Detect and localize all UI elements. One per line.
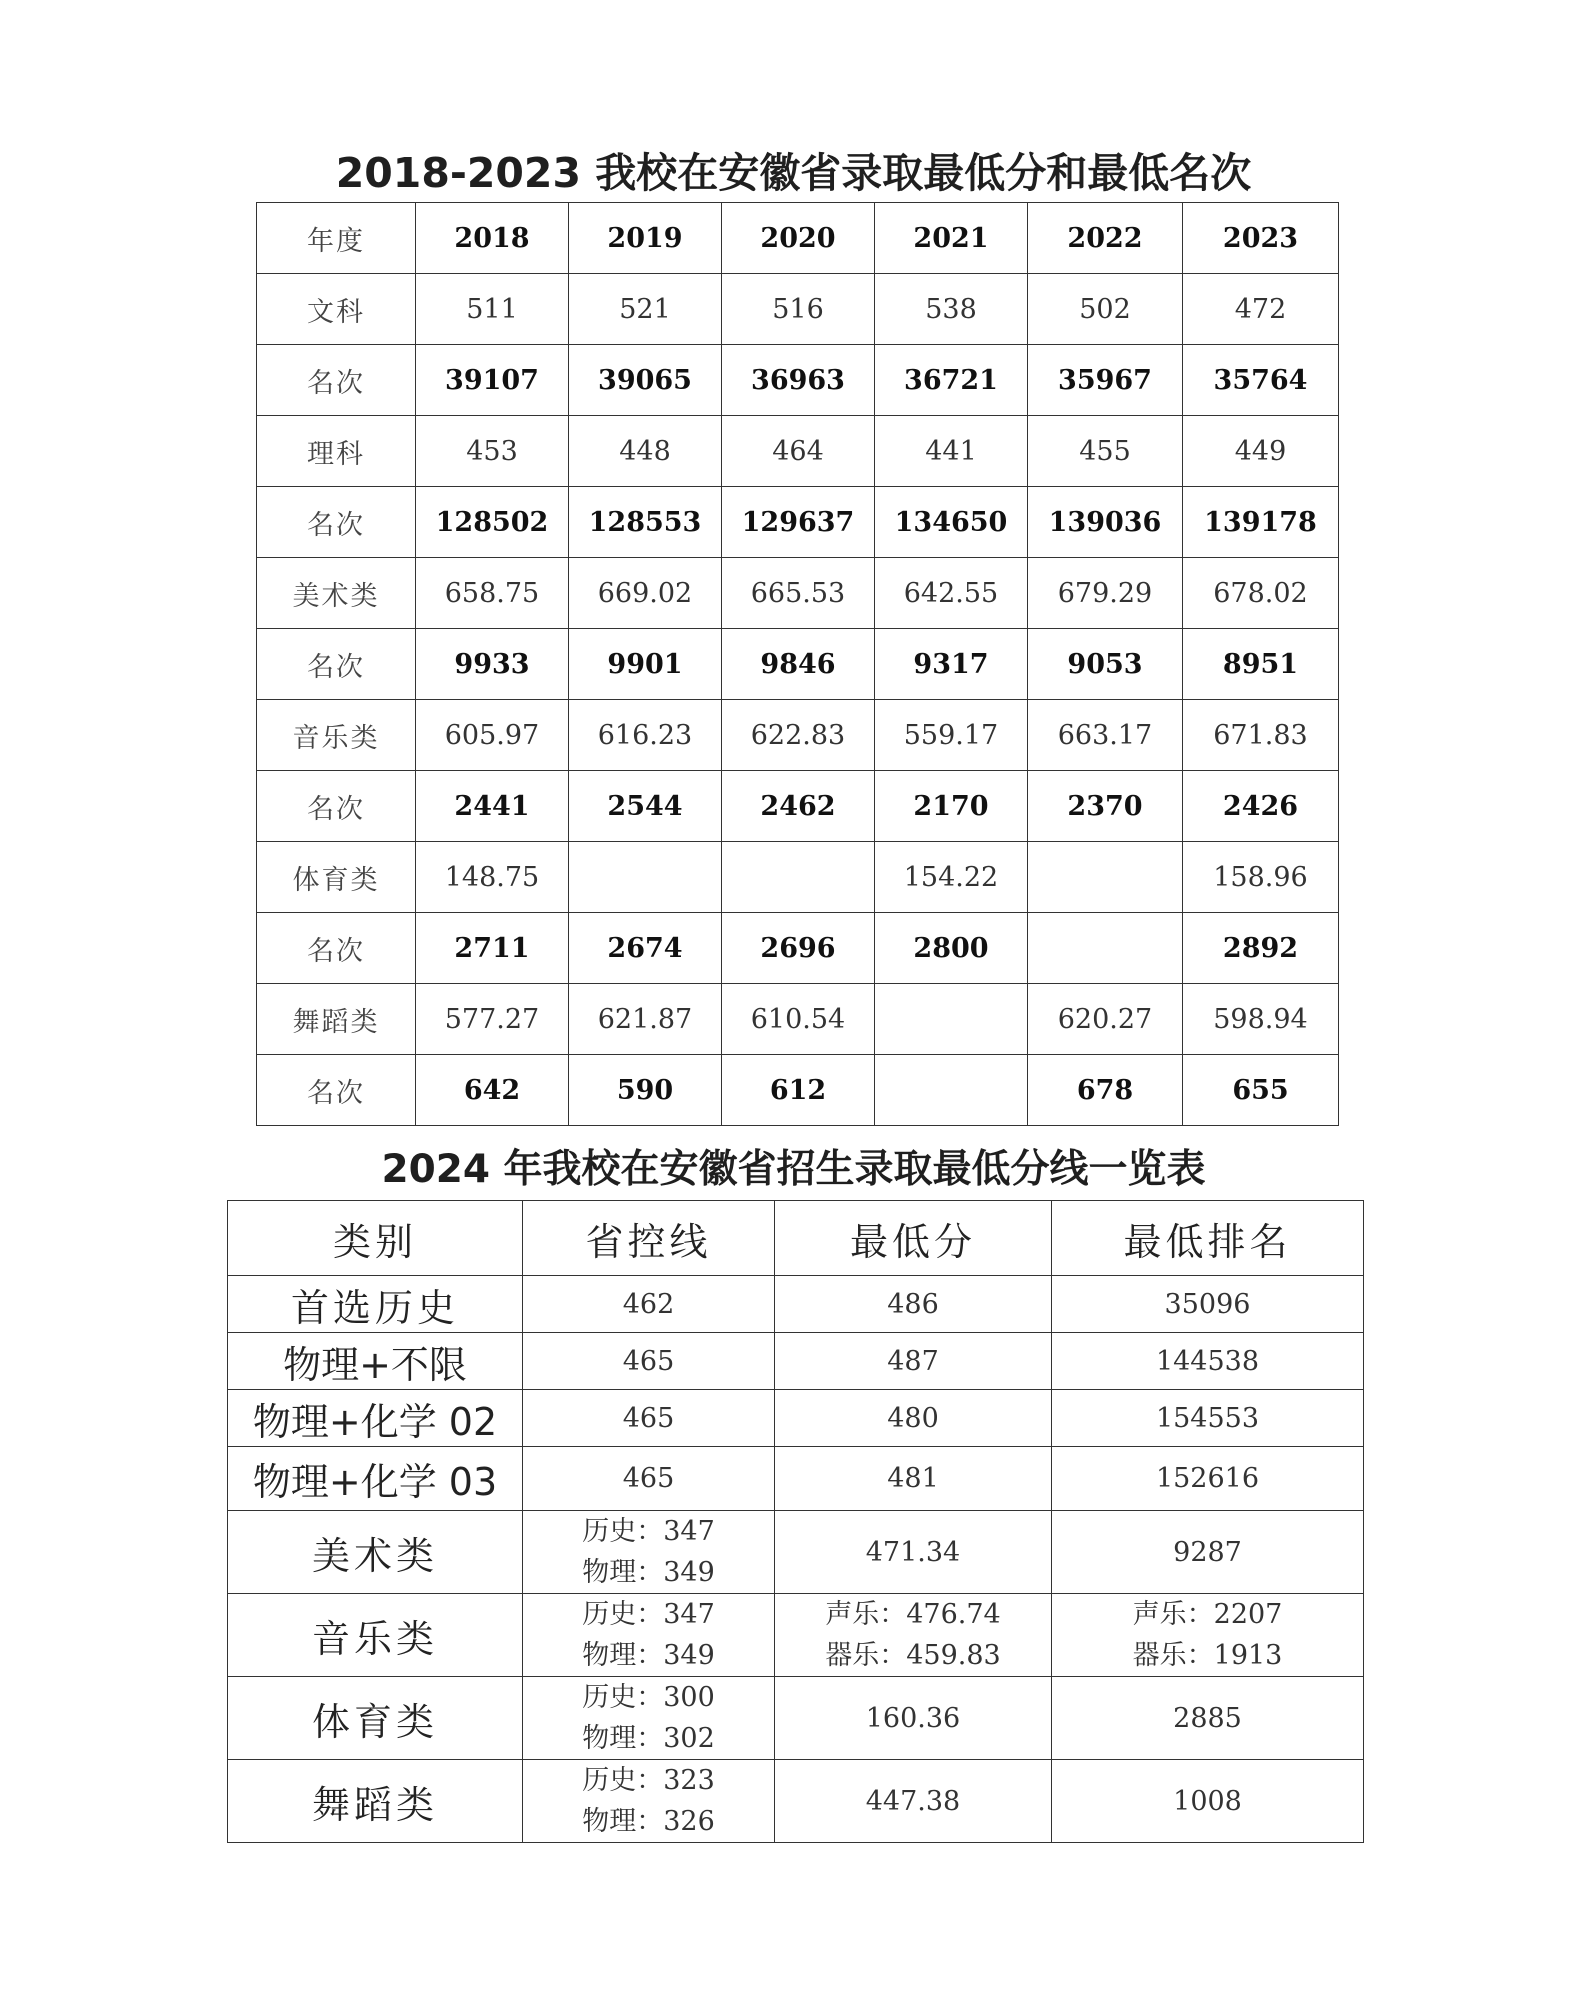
- control-line-history: 历史：347: [582, 1516, 715, 1547]
- score-row: [257, 558, 1339, 629]
- control-line-cell: 465: [523, 1447, 775, 1511]
- score-cell: 658.75: [416, 558, 569, 629]
- score-cell: 616.23: [569, 700, 722, 771]
- year-header-cell: 2018: [416, 203, 569, 274]
- score-cell: 665.53: [722, 558, 875, 629]
- min-rank-pair: [1133, 1594, 1283, 1676]
- min-rank-cell: 144538: [1052, 1333, 1364, 1390]
- rank-row: [257, 771, 1339, 842]
- rank-cell: 678: [1028, 1055, 1183, 1126]
- row-label-cell: 体育类: [257, 842, 416, 913]
- year-header-cell: 2021: [875, 203, 1028, 274]
- score-row: [257, 700, 1339, 771]
- min-score-cell: 447.38: [775, 1760, 1052, 1843]
- score-row: [257, 984, 1339, 1055]
- min-score-instrument: 器乐：459.83: [825, 1640, 1001, 1671]
- min-rank-cell: 2885: [1052, 1677, 1364, 1760]
- score-cell: 455: [1028, 416, 1183, 487]
- score-cell: 516: [722, 274, 875, 345]
- min-score-cell: 481: [775, 1447, 1052, 1511]
- admission-history-table: [256, 202, 1339, 1126]
- control-line-cell: [523, 1594, 775, 1677]
- header-min-score: 最低分: [775, 1201, 1052, 1276]
- score-cell: 621.87: [569, 984, 722, 1055]
- row-label-cell: 理科: [257, 416, 416, 487]
- control-line-history: 历史：323: [582, 1765, 715, 1796]
- score-cell: 502: [1028, 274, 1183, 345]
- score-cell: 441: [875, 416, 1028, 487]
- score-row: [257, 842, 1339, 913]
- rank-cell: 39107: [416, 345, 569, 416]
- rank-cell: 2711: [416, 913, 569, 984]
- table-row-dance: [228, 1760, 1364, 1843]
- score-cell: 663.17: [1028, 700, 1183, 771]
- score-cell: 448: [569, 416, 722, 487]
- control-line-physics: 物理：302: [582, 1723, 715, 1754]
- header-category: 类别: [228, 1201, 523, 1276]
- rank-cell: 35967: [1028, 345, 1183, 416]
- admission-history-body: [257, 203, 1339, 1126]
- control-line-history: 历史：300: [582, 1682, 715, 1713]
- rank-cell: 9901: [569, 629, 722, 700]
- table-row: [228, 1276, 1364, 1333]
- score-cell: [722, 842, 875, 913]
- rank-cell: 2544: [569, 771, 722, 842]
- min-rank-cell: 152616: [1052, 1447, 1364, 1511]
- min-score-cell: [775, 1594, 1052, 1677]
- admission-2024-table: [227, 1200, 1364, 1843]
- score-cell: 538: [875, 274, 1028, 345]
- min-rank-vocal: 声乐：2207: [1132, 1599, 1283, 1630]
- table2-title: 2024 年我校在安徽省招生录取最低分线一览表: [381, 1147, 1206, 1192]
- rank-cell: 2696: [722, 913, 875, 984]
- score-cell: 148.75: [416, 842, 569, 913]
- score-cell: 610.54: [722, 984, 875, 1055]
- control-line-cell: [523, 1760, 775, 1843]
- control-line-cell: [523, 1677, 775, 1760]
- score-cell: 598.94: [1183, 984, 1339, 1055]
- rank-cell: 9846: [722, 629, 875, 700]
- rank-cell: 2892: [1183, 913, 1339, 984]
- score-cell: 449: [1183, 416, 1339, 487]
- rank-cell: [1028, 913, 1183, 984]
- score-cell: 453: [416, 416, 569, 487]
- rank-row: [257, 1055, 1339, 1126]
- category-cell: 美术类: [228, 1511, 523, 1594]
- rank-row: [257, 629, 1339, 700]
- control-line-cell: 462: [523, 1276, 775, 1333]
- rank-cell: 2674: [569, 913, 722, 984]
- row-label-cell: 名次: [257, 771, 416, 842]
- min-score-vocal: 声乐：476.74: [825, 1599, 1001, 1630]
- table-row-music: [228, 1594, 1364, 1677]
- score-row: [257, 274, 1339, 345]
- category-cell: 体育类: [228, 1677, 523, 1760]
- control-line-history: 历史：347: [582, 1599, 715, 1630]
- score-cell: 158.96: [1183, 842, 1339, 913]
- min-rank-cell: 1008: [1052, 1760, 1364, 1843]
- row-label-cell: 文科: [257, 274, 416, 345]
- control-line-physics: 物理：326: [582, 1806, 715, 1837]
- rank-cell: 134650: [875, 487, 1028, 558]
- control-line-pair: [582, 1511, 715, 1593]
- rank-cell: 590: [569, 1055, 722, 1126]
- rank-cell: 128553: [569, 487, 722, 558]
- rank-cell: 128502: [416, 487, 569, 558]
- row-label-cell: 名次: [257, 487, 416, 558]
- rank-cell: 129637: [722, 487, 875, 558]
- category-cell: 舞蹈类: [228, 1760, 523, 1843]
- rank-cell: 139178: [1183, 487, 1339, 558]
- score-cell: 464: [722, 416, 875, 487]
- min-score-cell: 486: [775, 1276, 1052, 1333]
- rank-cell: [875, 1055, 1028, 1126]
- table-row-sports: [228, 1677, 1364, 1760]
- rank-cell: 2441: [416, 771, 569, 842]
- score-cell: 678.02: [1183, 558, 1339, 629]
- control-line-cell: 465: [523, 1333, 775, 1390]
- control-line-cell: 465: [523, 1390, 775, 1447]
- row-label-cell: 美术类: [257, 558, 416, 629]
- rank-cell: 139036: [1028, 487, 1183, 558]
- header-min-rank: 最低排名: [1052, 1201, 1364, 1276]
- min-score-cell: 471.34: [775, 1511, 1052, 1594]
- rank-row: [257, 913, 1339, 984]
- control-line-pair: [582, 1760, 715, 1842]
- score-cell: 642.55: [875, 558, 1028, 629]
- header-row: [228, 1201, 1364, 1276]
- rank-cell: 35764: [1183, 345, 1339, 416]
- rank-cell: 642: [416, 1055, 569, 1126]
- score-cell: 577.27: [416, 984, 569, 1055]
- rank-cell: 2170: [875, 771, 1028, 842]
- table-row: [228, 1333, 1364, 1390]
- score-cell: 511: [416, 274, 569, 345]
- score-row: [257, 416, 1339, 487]
- category-cell: 首选历史: [228, 1276, 523, 1333]
- year-header-cell: 2023: [1183, 203, 1339, 274]
- rank-row: [257, 487, 1339, 558]
- rank-cell: 9317: [875, 629, 1028, 700]
- rank-cell: 36963: [722, 345, 875, 416]
- row-label-cell: 名次: [257, 1055, 416, 1126]
- table-row: [228, 1390, 1364, 1447]
- min-score-cell: 480: [775, 1390, 1052, 1447]
- rank-cell: 36721: [875, 345, 1028, 416]
- rank-cell: 655: [1183, 1055, 1339, 1126]
- table1-title: 2018-2023 我校在安徽省录取最低分和最低名次: [335, 149, 1252, 197]
- rank-cell: 2370: [1028, 771, 1183, 842]
- category-cell: 物理+化学 02: [228, 1390, 523, 1447]
- row-label-cell: 舞蹈类: [257, 984, 416, 1055]
- score-cell: 472: [1183, 274, 1339, 345]
- min-rank-cell: 35096: [1052, 1276, 1364, 1333]
- min-rank-cell: 154553: [1052, 1390, 1364, 1447]
- rank-cell: 2800: [875, 913, 1028, 984]
- category-cell: 物理+化学 03: [228, 1447, 523, 1511]
- score-cell: 669.02: [569, 558, 722, 629]
- min-score-cell: 487: [775, 1333, 1052, 1390]
- rank-cell: 612: [722, 1055, 875, 1126]
- min-rank-cell: 9287: [1052, 1511, 1364, 1594]
- table-row: [228, 1447, 1364, 1511]
- score-cell: 671.83: [1183, 700, 1339, 771]
- year-header-cell: 2019: [569, 203, 722, 274]
- control-line-physics: 物理：349: [582, 1557, 715, 1588]
- min-rank-cell: [1052, 1594, 1364, 1677]
- control-line-pair: [582, 1677, 715, 1759]
- score-cell: [1028, 842, 1183, 913]
- row-label-cell: 名次: [257, 629, 416, 700]
- score-cell: [875, 984, 1028, 1055]
- rank-cell: 39065: [569, 345, 722, 416]
- score-cell: 622.83: [722, 700, 875, 771]
- score-cell: 521: [569, 274, 722, 345]
- rank-cell: 9933: [416, 629, 569, 700]
- control-line-physics: 物理：349: [582, 1640, 715, 1671]
- score-cell: [569, 842, 722, 913]
- header-control-line: 省控线: [523, 1201, 775, 1276]
- row-label-cell: 名次: [257, 345, 416, 416]
- year-header-cell: 2022: [1028, 203, 1183, 274]
- table-row-art: [228, 1511, 1364, 1594]
- rank-cell: 8951: [1183, 629, 1339, 700]
- min-score-cell: 160.36: [775, 1677, 1052, 1760]
- score-cell: 559.17: [875, 700, 1028, 771]
- rank-cell: 2462: [722, 771, 875, 842]
- rank-cell: 2426: [1183, 771, 1339, 842]
- score-cell: 154.22: [875, 842, 1028, 913]
- rank-cell: 9053: [1028, 629, 1183, 700]
- control-line-cell: [523, 1511, 775, 1594]
- score-cell: 679.29: [1028, 558, 1183, 629]
- row-label-cell: 音乐类: [257, 700, 416, 771]
- rank-row: [257, 345, 1339, 416]
- row-label-cell: 名次: [257, 913, 416, 984]
- header-label-cell: 年度: [257, 203, 416, 274]
- header-row: [257, 203, 1339, 274]
- min-score-pair: [825, 1594, 1000, 1676]
- score-cell: 605.97: [416, 700, 569, 771]
- score-cell: 620.27: [1028, 984, 1183, 1055]
- year-header-cell: 2020: [722, 203, 875, 274]
- category-cell: 物理+不限: [228, 1333, 523, 1390]
- min-rank-instrument: 器乐：1913: [1132, 1640, 1283, 1671]
- control-line-pair: [582, 1594, 715, 1676]
- category-cell: 音乐类: [228, 1594, 523, 1677]
